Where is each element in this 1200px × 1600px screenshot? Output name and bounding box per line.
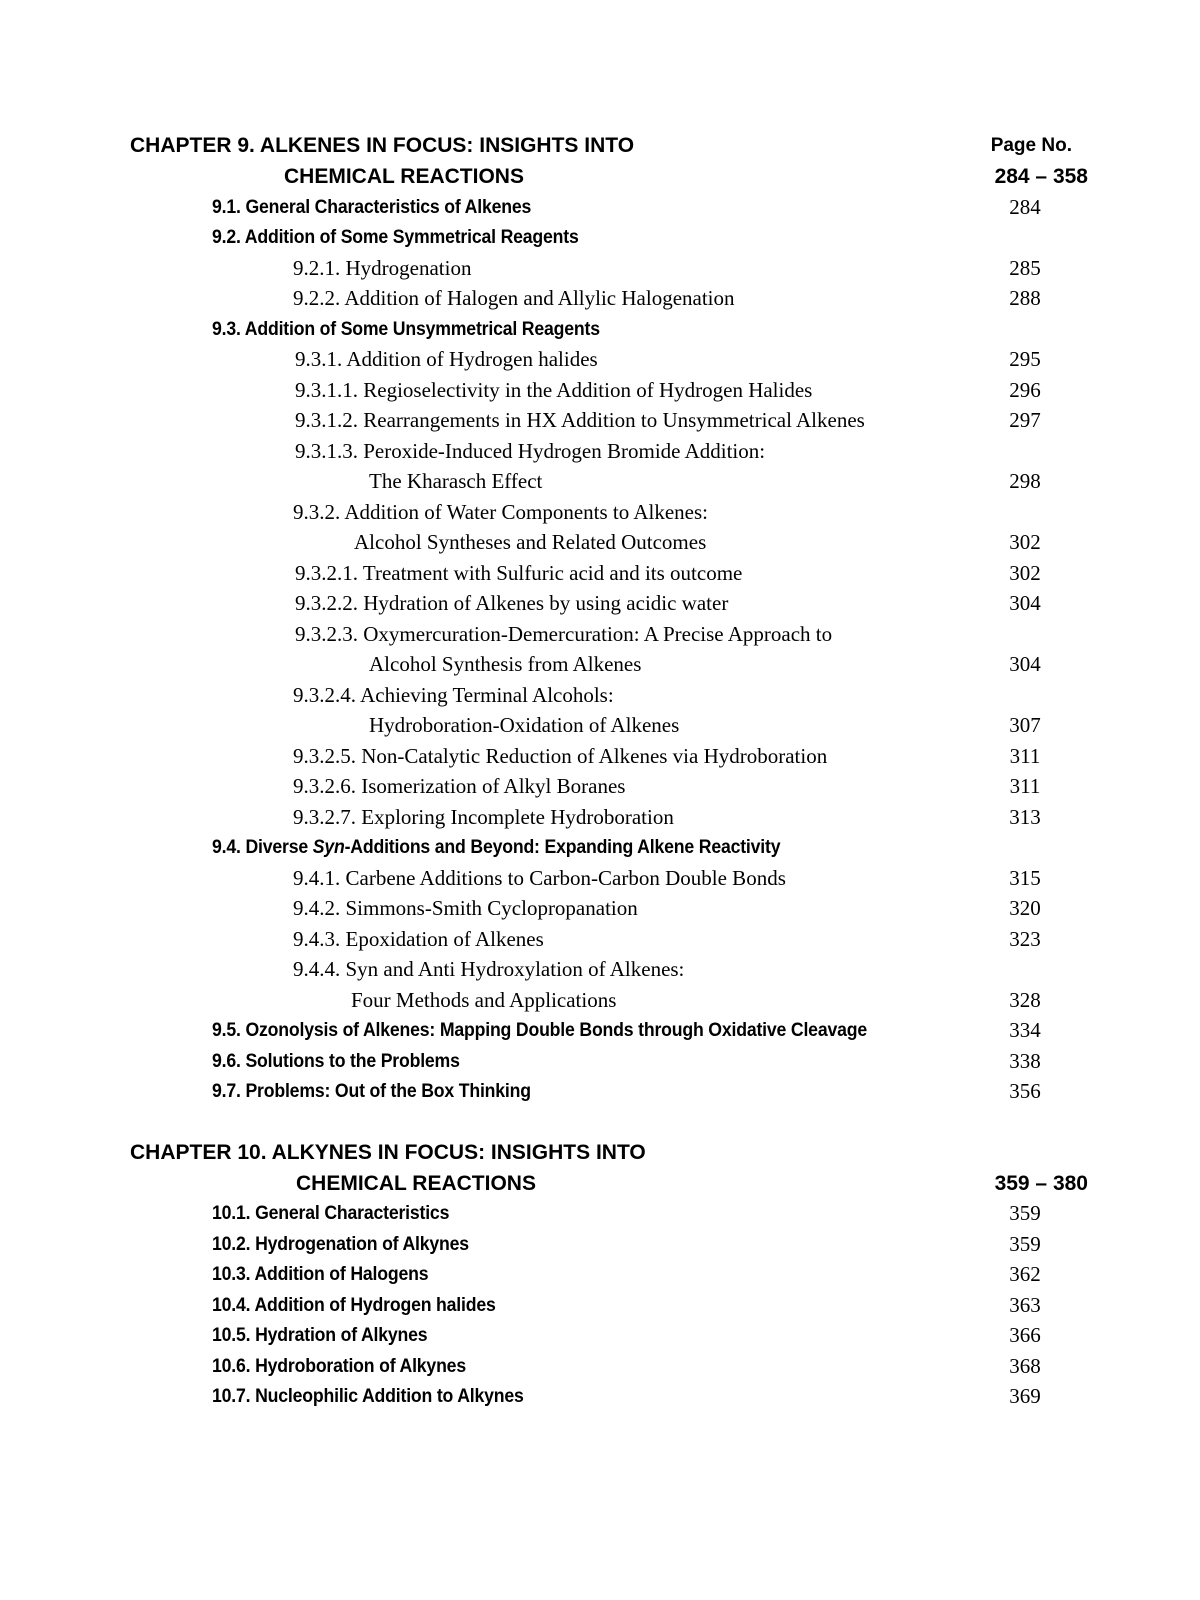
toc-entry-page: 359: [1009, 1201, 1041, 1225]
page-number-label: Page No.: [990, 135, 1072, 156]
toc-entry: [0, 832, 1200, 863]
toc-entry-title-suffix: -Additions and Beyond: Expanding Alkene Reactivity: [344, 837, 781, 858]
toc-entry-title: 9.3.2.1. Treatment with Sulfuric acid and its outcome: [295, 561, 743, 585]
toc-entry-page: 369: [1009, 1384, 1041, 1408]
toc-entry-page: 302: [1009, 561, 1041, 585]
toc-entry: [0, 802, 1200, 833]
toc-entry-title: Hydroboration-Oxidation of Alkenes: [369, 713, 680, 737]
toc-entry-title: 9.3.1. Addition of Hydrogen halides: [295, 347, 598, 371]
toc-entry: [0, 558, 1200, 589]
toc-entry-title-prefix: 9.4. Diverse: [212, 837, 313, 858]
chapter-9-title-line-1: CHAPTER 9. ALKENES IN FOCUS: INSIGHTS INTO: [130, 134, 635, 157]
toc-entry: [0, 1381, 1200, 1412]
toc-entry-title: 9.6. Solutions to the Problems: [212, 1051, 460, 1072]
toc-entry-page: 297: [1009, 408, 1041, 432]
toc-entry: [0, 222, 1200, 253]
toc-entry-title: [212, 832, 780, 863]
toc-entry-page: 284: [1009, 195, 1041, 219]
toc-entry-page: 288: [1009, 286, 1041, 310]
toc-entry-title: 9.2.1. Hydrogenation: [293, 256, 472, 280]
toc-entry-page: 356: [1009, 1079, 1041, 1103]
toc-entry: [0, 893, 1200, 924]
chapter-9-title-line-2: CHEMICAL REACTIONS: [284, 165, 524, 188]
toc-entry-continuation: [0, 985, 1200, 1016]
toc-entry-title: 10.4. Addition of Hydrogen halides: [212, 1295, 496, 1316]
toc-entry-page: 315: [1009, 866, 1041, 890]
toc-entry-title: 9.2. Addition of Some Symmetrical Reagents: [212, 227, 579, 248]
toc-entry: [0, 1076, 1200, 1107]
toc-entry-page: 338: [1009, 1049, 1041, 1073]
toc-entry-page: 363: [1009, 1293, 1041, 1317]
toc-entry: [0, 192, 1200, 223]
chapter-10-title-line-2: CHEMICAL REACTIONS: [296, 1172, 536, 1195]
toc-entry: [0, 375, 1200, 406]
toc-entry: [0, 741, 1200, 772]
toc-entry-title: 9.3.2.3. Oxymercuration-Demercuration: A Precise Approach to: [295, 622, 833, 646]
toc-entry: [0, 1290, 1200, 1321]
toc-entry-page: 302: [1009, 530, 1041, 554]
toc-entry-title: 9.3.2.6. Isomerization of Alkyl Boranes: [293, 774, 626, 798]
toc-entry-title: 9.3.2.4. Achieving Terminal Alcohols:: [293, 683, 614, 707]
toc-entry: [0, 954, 1200, 985]
toc-entry-page: 359: [1009, 1232, 1041, 1256]
toc-entry: [0, 924, 1200, 955]
toc-entry-title: Four Methods and Applications: [351, 988, 617, 1012]
toc-entry-page: 334: [1009, 1018, 1041, 1042]
toc-entry-title: 9.5. Ozonolysis of Alkenes: Mapping Double Bonds through Oxidative Cleavage: [212, 1020, 868, 1041]
toc-entry-title: Alcohol Syntheses and Related Outcomes: [354, 530, 707, 554]
toc-entry-title: 10.7. Nucleophilic Addition to Alkynes: [212, 1386, 524, 1407]
toc-entry-title: 9.4.3. Epoxidation of Alkenes: [293, 927, 544, 951]
toc-entry-page: 328: [1009, 988, 1041, 1012]
toc-entry-continuation: [0, 649, 1200, 680]
toc-entry: [0, 253, 1200, 284]
toc-entry-title: 9.1. General Characteristics of Alkenes: [212, 197, 532, 218]
toc-entry-title: 9.3.2.2. Hydration of Alkenes by using acidic water: [295, 591, 729, 615]
toc-entry: [0, 863, 1200, 894]
toc-entry-page: 285: [1009, 256, 1041, 280]
toc-entry-page: 311: [1009, 744, 1041, 768]
toc-entry-page: 362: [1009, 1262, 1041, 1286]
toc-entry: [0, 1351, 1200, 1382]
toc-entry: [0, 497, 1200, 528]
toc-entry-title: 10.2. Hydrogenation of Alkynes: [212, 1234, 469, 1255]
chapter-10-heading-row-2: [0, 1168, 1200, 1199]
toc-entry-title: 9.4.4. Syn and Anti Hydroxylation of Alkenes:: [293, 957, 685, 981]
toc-entry: [0, 1229, 1200, 1260]
toc-entry-title: 9.4.1. Carbene Additions to Carbon-Carbon Double Bonds: [293, 866, 786, 890]
toc-entry-continuation: [0, 710, 1200, 741]
toc-entry-page: 307: [1009, 713, 1041, 737]
toc-entry-title: The Kharasch Effect: [369, 469, 543, 493]
toc-entry-title: 9.3.1.2. Rearrangements in HX Addition to Unsymmetrical Alkenes: [295, 408, 865, 432]
chapter-10-page-range: 359 – 380: [994, 1172, 1088, 1195]
chapter-9-page-range: 284 – 358: [994, 165, 1088, 188]
toc-entry: [0, 1046, 1200, 1077]
toc-entry-title: 9.2.2. Addition of Halogen and Allylic Halogenation: [293, 286, 735, 310]
toc-entry-title: 9.3.2. Addition of Water Components to Alkenes:: [293, 500, 708, 524]
toc-entry-page: 298: [1009, 469, 1041, 493]
toc-entry-title: 10.5. Hydration of Alkynes: [212, 1325, 428, 1346]
toc-entry: [0, 588, 1200, 619]
toc-entry: [0, 344, 1200, 375]
toc-entry: [0, 1015, 1200, 1046]
toc-entry-page: 295: [1009, 347, 1041, 371]
toc-entry-title: 9.3.1.1. Regioselectivity in the Addition of Hydrogen Halides: [295, 378, 813, 402]
chapter-9-heading-row: [0, 130, 1200, 161]
toc-entry-page: 320: [1009, 896, 1041, 920]
toc-entry-continuation: [0, 466, 1200, 497]
toc-entry-title: Alcohol Synthesis from Alkenes: [369, 652, 642, 676]
chapter-10-title-line-1: CHAPTER 10. ALKYNES IN FOCUS: INSIGHTS INTO: [130, 1141, 646, 1164]
toc-entry: [0, 405, 1200, 436]
toc-entry-page: 366: [1009, 1323, 1041, 1347]
toc-entry: [0, 1259, 1200, 1290]
toc-entry: [0, 436, 1200, 467]
toc-entry: [0, 619, 1200, 650]
toc-entry-continuation: [0, 527, 1200, 558]
toc-entry-page: 323: [1009, 927, 1041, 951]
toc-entry-page: 313: [1009, 805, 1041, 829]
toc-entry-page: 296: [1009, 378, 1041, 402]
toc-entry-title: 10.3. Addition of Halogens: [212, 1264, 429, 1285]
toc-entry-title-italic: Syn: [312, 837, 345, 858]
toc-entry-title: 9.4.2. Simmons-Smith Cyclopropanation: [293, 896, 638, 920]
toc-entry-title: 9.7. Problems: Out of the Box Thinking: [212, 1081, 531, 1102]
toc-entry-page: 304: [1009, 652, 1041, 676]
toc-entry-page: 368: [1009, 1354, 1041, 1378]
chapter-10-heading-row: [0, 1137, 1200, 1168]
toc-entry-title: 9.3. Addition of Some Unsymmetrical Reagents: [212, 319, 600, 340]
chapter-9-heading-row-2: [0, 161, 1200, 192]
toc-entry: [0, 1198, 1200, 1229]
toc-entry-title: 9.3.2.7. Exploring Incomplete Hydroboration: [293, 805, 674, 829]
toc-entry-page: 311: [1009, 774, 1041, 798]
toc-entry: [0, 680, 1200, 711]
toc-entry-title: 9.3.1.3. Peroxide-Induced Hydrogen Bromide Addition:: [295, 439, 766, 463]
toc-entry: [0, 283, 1200, 314]
toc-entry: [0, 771, 1200, 802]
toc-entry: [0, 1320, 1200, 1351]
toc-entry-title: 9.3.2.5. Non-Catalytic Reduction of Alkenes via Hydroboration: [293, 744, 828, 768]
toc-entry-title: 10.6. Hydroboration of Alkynes: [212, 1356, 466, 1377]
toc-entry-page: 304: [1009, 591, 1041, 615]
toc-entry: [0, 314, 1200, 345]
toc-entry-title: 10.1. General Characteristics: [212, 1203, 450, 1224]
